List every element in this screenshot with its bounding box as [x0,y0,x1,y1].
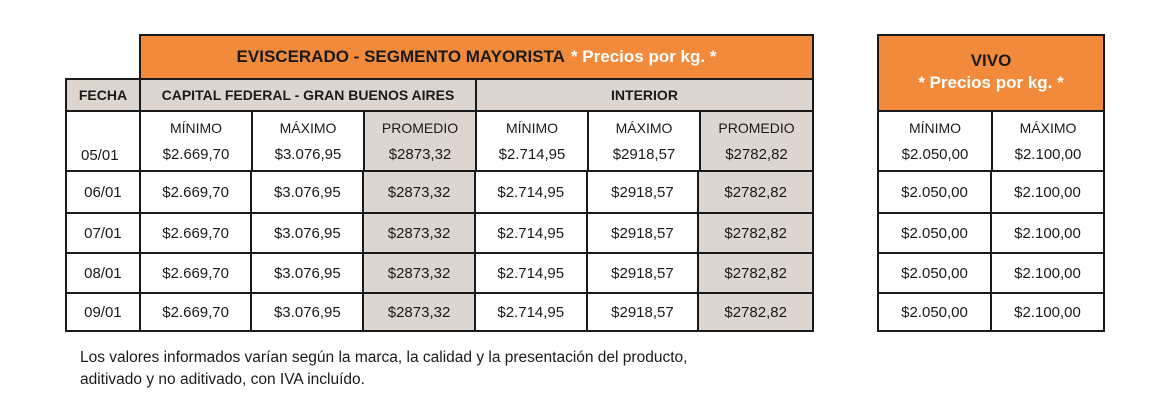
eviscerado-title-bar [139,34,814,80]
vivo-title-bar [877,34,1105,112]
int-max-value: $2918,57 [587,293,699,331]
fecha-cell [65,110,141,172]
eviscerado-table-rows [65,170,814,332]
cap-min-value: $2.669,70 [140,213,252,253]
col-label-int-prom: PROMEDIO [718,120,795,136]
int-max-value: $2918,57 [587,253,699,293]
cap-max-value: $3.076,95 [274,146,342,163]
table-row [878,213,1104,253]
eviscerado-price-note: * Precios por kg. * [570,47,717,66]
table-row [66,253,813,293]
vivo-title: VIVO [970,51,1012,70]
cap-prom-value: $2873,32 [388,146,452,163]
vivo-max-cell [991,110,1105,172]
table-row [878,171,1104,213]
vivo-col-label-max: MÁXIMO [1019,120,1077,136]
int-min-value: $2.714,95 [475,171,587,213]
vivo-first-row [877,110,1105,172]
footnote [80,347,840,391]
row-date: 08/01 [66,253,140,293]
vivo-max-value: $2.100,00 [991,171,1104,213]
vivo-price-note: * Precios por kg. * [918,73,1064,92]
col-label-int-min: MÍNIMO [505,120,559,136]
cap-min-value: $2.669,70 [140,253,252,293]
cap-prom-value: $2873,32 [363,213,475,253]
cap-prom-value: $2873,32 [363,293,475,331]
int-min-value: $2.714,95 [475,253,587,293]
vivo-max-value: $2.100,00 [1014,146,1082,163]
cap-prom-value: $2873,32 [363,253,475,293]
row-date: 06/01 [66,171,140,213]
cap-max-value: $3.076,95 [251,293,363,331]
fecha-header: FECHA [65,78,141,112]
vivo-min-value: $2.050,00 [878,213,991,253]
vivo-max-value: $2.100,00 [991,293,1104,331]
eviscerado-first-row [65,110,814,172]
cap-max-value: $3.076,95 [251,213,363,253]
int-prom-value: $2782,82 [725,146,788,163]
cap-prom-value: $2873,32 [363,171,475,213]
cap-prom-cell [363,110,477,172]
cap-min-value: $2.669,70 [162,146,230,163]
int-prom-value: $2782,82 [698,253,813,293]
int-min-value: $2.714,95 [475,293,587,331]
vivo-min-value: $2.050,00 [878,253,991,293]
interior-header: INTERIOR [475,78,814,112]
int-prom-value: $2782,82 [698,171,813,213]
cap-min-value: $2.669,70 [140,293,252,331]
int-max-value: $2918,57 [587,171,699,213]
int-min-value: $2.714,95 [498,146,566,163]
capital-header: CAPITAL FEDERAL - GRAN BUENOS AIRES [139,78,477,112]
row-date: 05/01 [81,147,119,164]
cap-max-value: $3.076,95 [251,253,363,293]
col-label-cap-min: MÍNIMO [169,120,223,136]
col-label-cap-prom: PROMEDIO [381,120,459,136]
vivo-min-value: $2.050,00 [878,293,991,331]
vivo-table-rows [877,170,1105,332]
eviscerado-title: EVISCERADO - SEGMENTO MAYORISTA [236,47,565,66]
vivo-min-value: $2.050,00 [901,146,969,163]
cap-max-cell [251,110,365,172]
row-date: 09/01 [66,293,140,331]
table-row [66,213,813,253]
cap-min-value: $2.669,70 [140,171,252,213]
vivo-col-label-min: MÍNIMO [908,120,962,136]
int-prom-value: $2782,82 [698,293,813,331]
int-max-value: $2918,57 [587,213,699,253]
cap-min-cell [139,110,253,172]
table-row [66,293,813,331]
int-max-cell [587,110,701,172]
footnote-line-1: Los valores informados varían según la marca, la calidad y la presentación del producto, [80,349,688,366]
int-min-cell [475,110,589,172]
int-prom-cell [699,110,814,172]
int-max-value: $2918,57 [612,146,676,163]
vivo-min-value: $2.050,00 [878,171,991,213]
int-min-value: $2.714,95 [475,213,587,253]
table-row [66,171,813,213]
row-date: 07/01 [66,213,140,253]
cap-max-value: $3.076,95 [251,171,363,213]
col-label-cap-max: MÁXIMO [279,120,337,136]
table-row [878,293,1104,331]
vivo-max-value: $2.100,00 [991,253,1104,293]
vivo-max-value: $2.100,00 [991,213,1104,253]
int-prom-value: $2782,82 [698,213,813,253]
col-label-int-max: MÁXIMO [615,120,673,136]
vivo-min-cell [877,110,993,172]
table-row [878,253,1104,293]
footnote-line-2: aditivado y no aditivado, con IVA incluído. [80,371,365,388]
